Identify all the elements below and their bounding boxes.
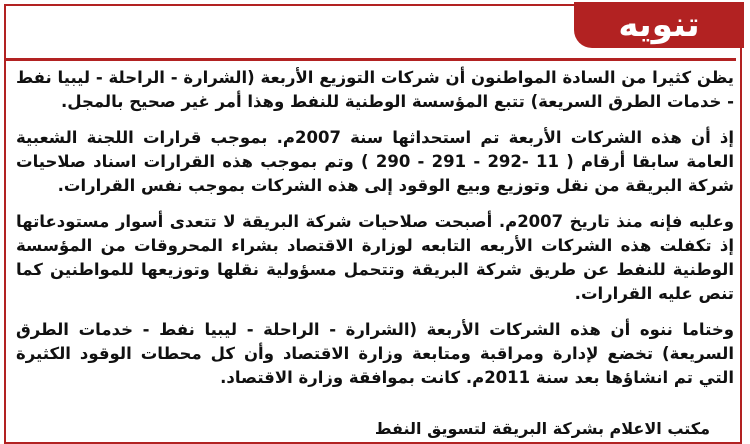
notice-body xyxy=(16,66,734,402)
title-divider xyxy=(6,58,736,61)
notice-paragraph-2: إذ أن هذه الشركات الأربعة تم استحداثها سنة 2007م. بموجب قرارات اللجنة الشعبية العامة سابقا أرقام ( 11 -292 - 291 - 290 ) وتم بموجب هذه القرارات اسناد صلاحيات شركة البريقة من نقل وتوزيع وبيع الوقود إلى هذه الشركات بموجب نفس القرارات. xyxy=(16,128,735,195)
notice-paragraph-3: وعليه فإنه منذ تاريخ 2007م. أصبحت صلاحيات شركة البريقة لا تتعدى أسوار مستودعاتها إذ تكفلت هذه الشركات الأربعه التابعه لوزارة الاقتصاد بشراء المحروقات من المؤسسة الوطنية للنفط عن طريق شركة البريقة وتتحمل مسؤولية نقلها وتوزيعها للمواطنين كما تنص عليه القرارات. xyxy=(16,212,734,303)
notice-footer: مكتب الاعلام بشركة البريقة لتسويق النفط xyxy=(374,419,710,438)
notice-paragraph-1: يظن كثيرا من السادة المواطنون أن شركات التوزيع الأربعة (الشرارة - الراحلة - ليبيا نفط - خدمات الطرق السريعة) تتبع المؤسسة الوطنية للنفط وهذا أمر غير صحيح بالمجل. xyxy=(16,68,734,111)
notice-title: تنويه xyxy=(574,2,744,48)
notice-paragraph-4: وختاما ننوه أن هذه الشركات الأربعة (الشرارة - الراحلة - ليبيا نفط - خدمات الطرق السريعة) تخضع لإدارة ومراقبة ومتابعة وزارة الاقتصاد وأن كل محطات الوقود الكثيرة التي تم انشاؤها بعد سنة 2011م. كانت بموافقة وزارة الاقتصاد. xyxy=(16,320,734,387)
